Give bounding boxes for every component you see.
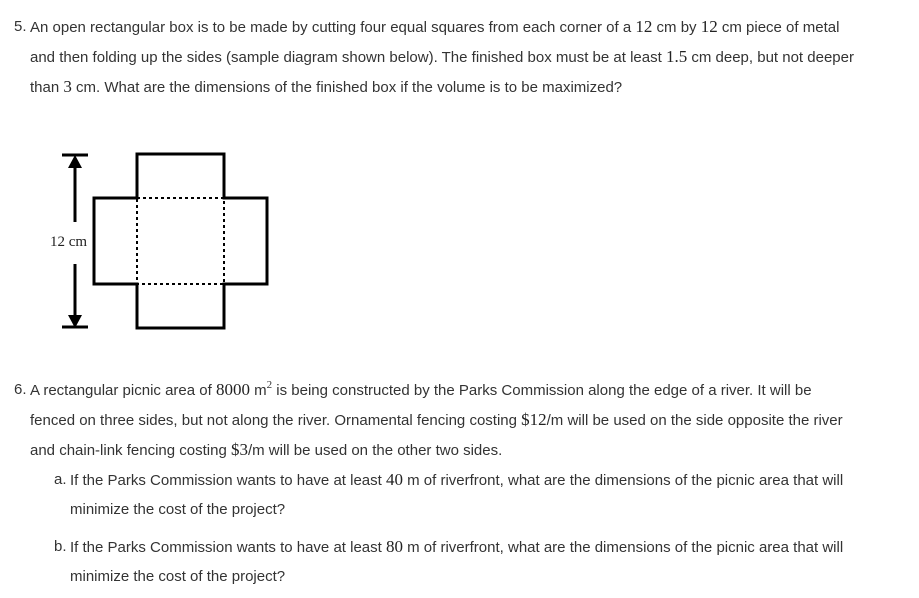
problem-5-number: 5. <box>14 18 27 35</box>
text: m of riverfront, what are the dimensions of the picnic area that will <box>402 472 844 489</box>
text: is being constructed by the Parks Commission along the edge of a river. It will be <box>272 382 812 399</box>
text: cm piece of metal <box>717 19 840 36</box>
box-net-diagram <box>40 140 280 340</box>
problem-6-line-1 <box>30 380 812 402</box>
math-value: $12 <box>521 410 547 429</box>
part-b-line-1 <box>70 537 843 558</box>
math-value: 8000 <box>215 380 250 399</box>
text: . What are the dimensions of the finished box if the volume is to be maximized? <box>96 79 623 96</box>
math-value: 12 <box>635 17 653 36</box>
text: than <box>30 79 64 96</box>
text: and chain-link fencing costing <box>30 442 231 459</box>
text: fenced on three sides, but not along the river. Ornamental fencing costing <box>30 412 522 429</box>
text: A rectangular picnic area of <box>30 382 216 399</box>
math-unit: cm <box>71 79 97 96</box>
math-value: $3 <box>230 440 248 459</box>
dimension-label: 12 cm <box>50 234 88 250</box>
fold-lines <box>137 198 224 284</box>
math-value: 80 <box>385 537 403 556</box>
text: m of riverfront, what are the dimensions of the picnic area that will <box>402 539 844 556</box>
text: /m will be used on the side opposite the river <box>546 412 843 429</box>
text: If the Parks Commission wants to have at least <box>70 472 386 489</box>
math-value: 12 <box>700 17 718 36</box>
text: /m will be used on the other two sides. <box>247 442 503 459</box>
problem-6-line-2 <box>30 410 843 431</box>
superscript: 2 <box>266 379 273 391</box>
problem-5-line-3 <box>30 77 622 98</box>
problem-5-line-1 <box>30 17 839 38</box>
math-value: 3 <box>63 77 72 96</box>
text: and then folding up the sides (sample diagram shown below). The finished box must be at least <box>30 49 666 66</box>
math-value: 1.5 <box>665 47 688 66</box>
part-a-line-2: minimize the cost of the project? <box>70 501 286 518</box>
text: cm by <box>652 19 701 36</box>
part-label: b. <box>54 538 67 555</box>
text: An open rectangular box is to be made by cutting four equal squares from each corner of a <box>30 19 636 36</box>
part-label: a. <box>54 471 67 488</box>
text: If the Parks Commission wants to have at least <box>70 539 386 556</box>
problem-6-number: 6. <box>14 381 27 398</box>
math-unit: m <box>249 382 267 399</box>
net-outline <box>94 154 267 328</box>
problem-5-line-2 <box>30 47 854 68</box>
problem-6-line-3 <box>30 440 502 461</box>
part-b-line-2: minimize the cost of the project? <box>70 568 286 585</box>
text: cm deep, but not deeper <box>687 49 854 66</box>
part-a-line-1 <box>70 470 843 491</box>
math-value: 40 <box>385 470 403 489</box>
